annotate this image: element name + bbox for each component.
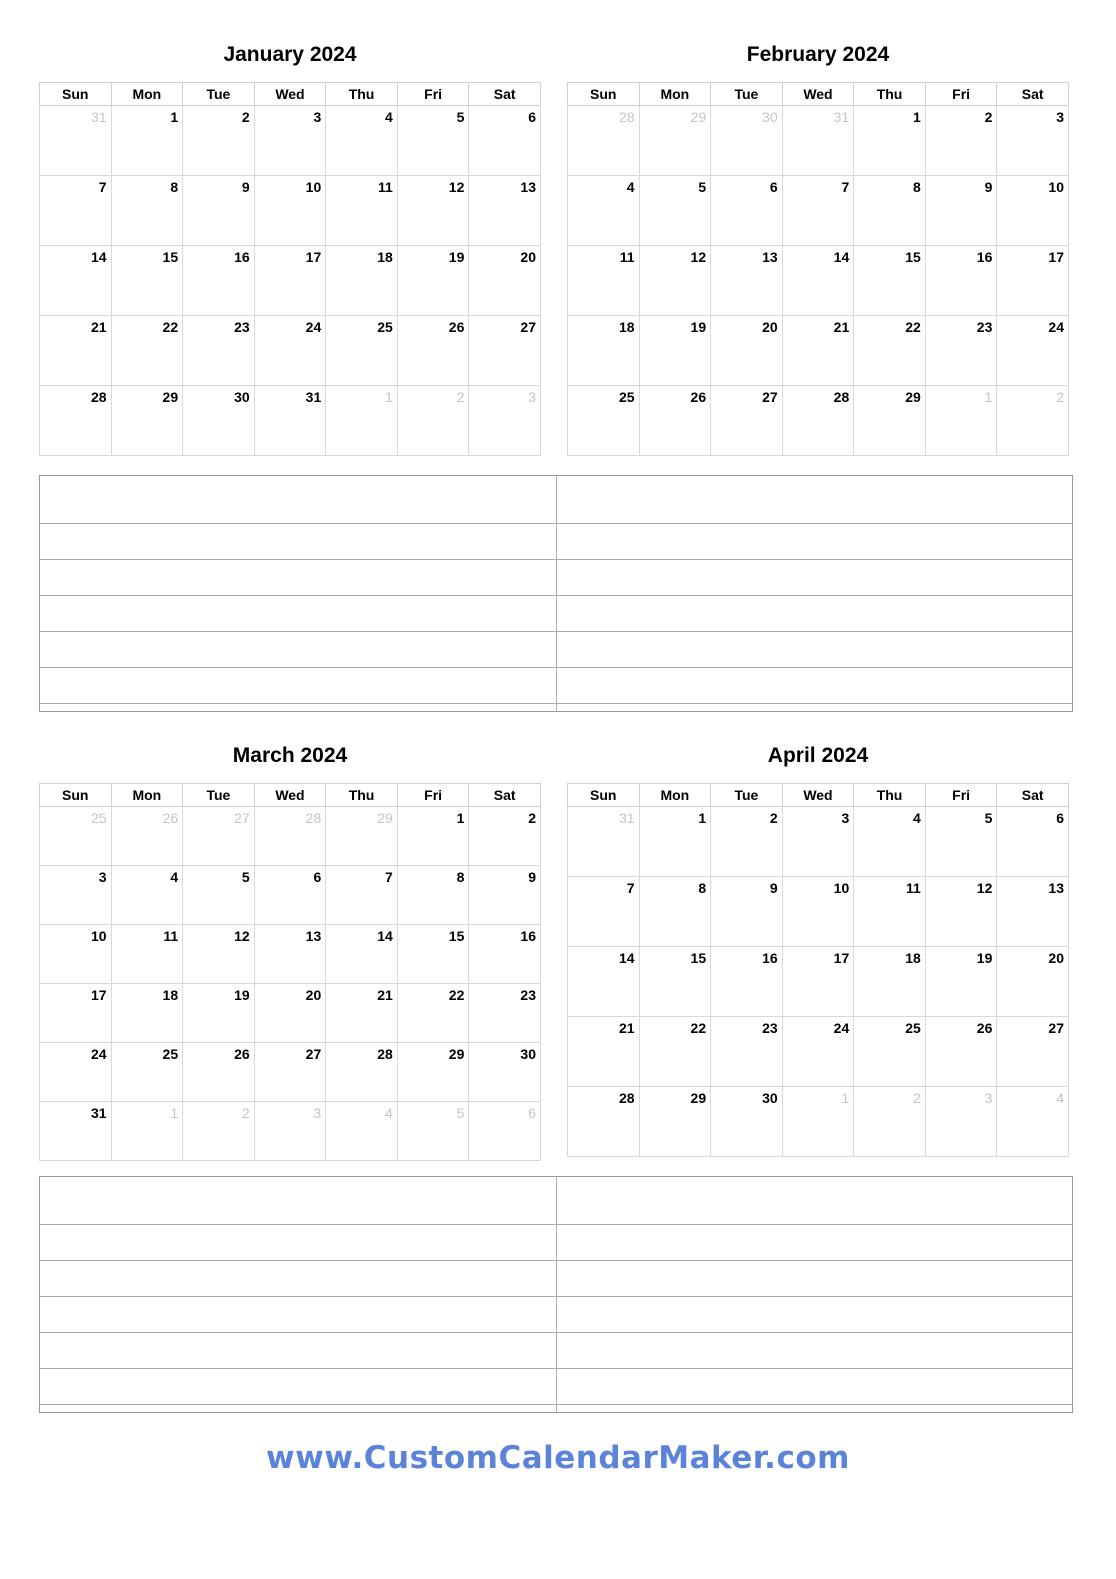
- day-cell[interactable]: 6: [997, 807, 1069, 877]
- day-cell[interactable]: 5: [183, 866, 255, 925]
- day-cell[interactable]: 13: [997, 877, 1069, 947]
- day-cell[interactable]: 19: [183, 984, 255, 1043]
- day-cell[interactable]: 3: [254, 106, 326, 176]
- day-cell[interactable]: 22: [111, 316, 183, 386]
- day-cell[interactable]: 6: [469, 106, 541, 176]
- week-row: [40, 316, 541, 386]
- day-cell-other-month[interactable]: 4: [326, 1102, 398, 1161]
- day-cell[interactable]: 2: [183, 106, 255, 176]
- weekday-header: Thu: [326, 784, 398, 807]
- day-cell[interactable]: 12: [925, 877, 997, 947]
- week-row: [568, 1087, 1069, 1157]
- week-row: [568, 246, 1069, 316]
- day-cell-other-month[interactable]: 25: [40, 807, 112, 866]
- day-cell[interactable]: 15: [854, 246, 926, 316]
- weekday-header: Mon: [639, 83, 711, 106]
- month-title: March 2024: [232, 744, 348, 767]
- day-cell[interactable]: 24: [997, 316, 1069, 386]
- day-cell-other-month[interactable]: 29: [639, 106, 711, 176]
- week-row: [40, 925, 541, 984]
- day-cell[interactable]: 25: [568, 386, 640, 456]
- day-cell-other-month[interactable]: 3: [469, 386, 541, 456]
- weekday-header: Fri: [925, 83, 997, 106]
- day-cell[interactable]: 27: [997, 1017, 1069, 1087]
- day-cell[interactable]: 24: [254, 316, 326, 386]
- month-title: February 2024: [746, 43, 890, 66]
- week-row: [568, 106, 1069, 176]
- day-cell[interactable]: 16: [711, 947, 783, 1017]
- day-cell[interactable]: 17: [782, 947, 854, 1017]
- day-cell[interactable]: 29: [397, 1043, 469, 1102]
- day-cell[interactable]: 27: [254, 1043, 326, 1102]
- day-cell[interactable]: 20: [469, 246, 541, 316]
- day-cell-other-month[interactable]: 28: [254, 807, 326, 866]
- notes-area[interactable]: [39, 1176, 1073, 1413]
- day-cell[interactable]: 1: [397, 807, 469, 866]
- day-cell[interactable]: 16: [469, 925, 541, 984]
- day-cell[interactable]: 22: [397, 984, 469, 1043]
- week-row: [40, 984, 541, 1043]
- weekday-header: Mon: [639, 784, 711, 807]
- day-cell-other-month[interactable]: 2: [397, 386, 469, 456]
- day-cell[interactable]: 16: [183, 246, 255, 316]
- calendar-grid: [39, 783, 541, 1161]
- day-cell[interactable]: 18: [326, 246, 398, 316]
- day-cell[interactable]: 10: [254, 176, 326, 246]
- day-cell[interactable]: 25: [854, 1017, 926, 1087]
- day-cell[interactable]: 10: [997, 176, 1069, 246]
- month-calendar: [39, 40, 541, 456]
- weekday-header: Fri: [925, 784, 997, 807]
- weekday-header: Thu: [326, 83, 398, 106]
- day-cell[interactable]: 1: [639, 807, 711, 877]
- day-cell[interactable]: 17: [254, 246, 326, 316]
- day-cell-other-month[interactable]: 1: [782, 1087, 854, 1157]
- day-cell[interactable]: 7: [326, 866, 398, 925]
- day-cell[interactable]: 2: [925, 106, 997, 176]
- day-cell[interactable]: 6: [711, 176, 783, 246]
- day-cell[interactable]: 22: [854, 316, 926, 386]
- day-cell[interactable]: 7: [782, 176, 854, 246]
- day-cell[interactable]: 18: [854, 947, 926, 1017]
- day-cell[interactable]: 5: [397, 106, 469, 176]
- day-cell[interactable]: 7: [40, 176, 112, 246]
- notes-divider: [556, 476, 557, 711]
- day-cell[interactable]: 2: [469, 807, 541, 866]
- day-cell[interactable]: 19: [397, 246, 469, 316]
- day-cell[interactable]: 23: [925, 316, 997, 386]
- weekday-header: Mon: [111, 784, 183, 807]
- day-cell-other-month[interactable]: 6: [469, 1102, 541, 1161]
- month-calendar: [567, 741, 1069, 1157]
- day-cell-other-month[interactable]: 29: [326, 807, 398, 866]
- weekday-header: Sat: [997, 83, 1069, 106]
- day-cell[interactable]: 27: [711, 386, 783, 456]
- day-cell-other-month[interactable]: 31: [568, 807, 640, 877]
- day-cell[interactable]: 26: [183, 1043, 255, 1102]
- day-cell[interactable]: 11: [326, 176, 398, 246]
- day-cell[interactable]: 15: [397, 925, 469, 984]
- day-cell-other-month[interactable]: 1: [925, 386, 997, 456]
- week-row: [40, 386, 541, 456]
- day-cell[interactable]: 18: [568, 316, 640, 386]
- day-cell[interactable]: 7: [568, 877, 640, 947]
- day-cell[interactable]: 2: [711, 807, 783, 877]
- day-cell-other-month[interactable]: 28: [568, 106, 640, 176]
- day-cell[interactable]: 8: [854, 176, 926, 246]
- notes-area[interactable]: [39, 475, 1073, 712]
- calendar-grid: [567, 783, 1069, 1157]
- day-cell[interactable]: 14: [326, 925, 398, 984]
- day-cell[interactable]: 14: [568, 947, 640, 1017]
- day-cell[interactable]: 12: [183, 925, 255, 984]
- day-cell[interactable]: 5: [925, 807, 997, 877]
- weekday-header: Sun: [40, 83, 112, 106]
- day-cell[interactable]: 21: [782, 316, 854, 386]
- day-cell[interactable]: 13: [254, 925, 326, 984]
- day-cell[interactable]: 9: [711, 877, 783, 947]
- day-cell[interactable]: 11: [854, 877, 926, 947]
- day-cell[interactable]: 3: [997, 106, 1069, 176]
- day-cell[interactable]: 17: [40, 984, 112, 1043]
- website-link[interactable]: www.CustomCalendarMaker.com: [266, 1440, 850, 1476]
- week-row: [40, 246, 541, 316]
- weekday-header: Thu: [854, 784, 926, 807]
- day-cell[interactable]: 15: [111, 246, 183, 316]
- weekday-header: Fri: [397, 784, 469, 807]
- weekday-header: Thu: [854, 83, 926, 106]
- day-cell[interactable]: 30: [183, 386, 255, 456]
- day-cell[interactable]: 3: [40, 866, 112, 925]
- weekday-header: Tue: [183, 83, 255, 106]
- week-row: [40, 1043, 541, 1102]
- day-cell[interactable]: 17: [997, 246, 1069, 316]
- day-cell[interactable]: 26: [925, 1017, 997, 1087]
- week-row: [40, 866, 541, 925]
- day-cell-other-month[interactable]: 1: [326, 386, 398, 456]
- weekday-header: Sun: [568, 83, 640, 106]
- week-row: [568, 947, 1069, 1017]
- day-cell[interactable]: 22: [639, 1017, 711, 1087]
- day-cell-other-month[interactable]: 1: [111, 1102, 183, 1161]
- month-calendar: [567, 40, 1069, 456]
- day-cell[interactable]: 21: [326, 984, 398, 1043]
- week-row: [568, 386, 1069, 456]
- day-cell[interactable]: 19: [925, 947, 997, 1017]
- day-cell[interactable]: 8: [111, 176, 183, 246]
- day-cell[interactable]: 1: [854, 106, 926, 176]
- day-cell[interactable]: 24: [40, 1043, 112, 1102]
- day-cell[interactable]: 29: [854, 386, 926, 456]
- week-row: [40, 176, 541, 246]
- day-cell[interactable]: 28: [568, 1087, 640, 1157]
- month-calendar: [39, 741, 541, 1161]
- day-cell[interactable]: 21: [568, 1017, 640, 1087]
- weekday-header: Fri: [397, 83, 469, 106]
- day-cell[interactable]: 23: [711, 1017, 783, 1087]
- weekday-header: Wed: [782, 83, 854, 106]
- day-cell[interactable]: 8: [639, 877, 711, 947]
- day-cell[interactable]: 12: [639, 246, 711, 316]
- day-cell[interactable]: 4: [326, 106, 398, 176]
- day-cell[interactable]: 15: [639, 947, 711, 1017]
- day-cell[interactable]: 19: [639, 316, 711, 386]
- weekday-header: Sat: [997, 784, 1069, 807]
- day-cell-other-month[interactable]: 31: [782, 106, 854, 176]
- week-row: [568, 176, 1069, 246]
- weekday-header: Tue: [711, 83, 783, 106]
- day-cell-other-month[interactable]: 30: [711, 106, 783, 176]
- calendar-grid: [39, 82, 541, 456]
- week-row: [568, 1017, 1069, 1087]
- day-cell[interactable]: 26: [397, 316, 469, 386]
- day-cell-other-month[interactable]: 2: [854, 1087, 926, 1157]
- day-cell[interactable]: 27: [469, 316, 541, 386]
- day-cell[interactable]: 23: [469, 984, 541, 1043]
- day-cell[interactable]: 31: [40, 1102, 112, 1161]
- month-title: January 2024: [223, 43, 357, 66]
- day-cell[interactable]: 5: [639, 176, 711, 246]
- month-title: April 2024: [767, 744, 869, 767]
- notes-divider: [556, 1177, 557, 1412]
- day-cell[interactable]: 25: [326, 316, 398, 386]
- day-cell-other-month[interactable]: 27: [183, 807, 255, 866]
- day-cell-other-month[interactable]: 2: [183, 1102, 255, 1161]
- day-cell[interactable]: 30: [469, 1043, 541, 1102]
- weekday-header: Tue: [711, 784, 783, 807]
- weekday-header: Sun: [40, 784, 112, 807]
- day-cell[interactable]: 29: [639, 1087, 711, 1157]
- week-row: [40, 106, 541, 176]
- weekday-header: Wed: [254, 83, 326, 106]
- day-cell[interactable]: 28: [782, 386, 854, 456]
- weekday-header: Mon: [111, 83, 183, 106]
- week-row: [568, 877, 1069, 947]
- day-cell-other-month[interactable]: 31: [40, 106, 112, 176]
- week-row: [40, 1102, 541, 1161]
- day-cell[interactable]: 4: [568, 176, 640, 246]
- day-cell-other-month[interactable]: 3: [925, 1087, 997, 1157]
- day-cell[interactable]: 4: [854, 807, 926, 877]
- day-cell-other-month[interactable]: 3: [254, 1102, 326, 1161]
- day-cell[interactable]: 12: [397, 176, 469, 246]
- day-cell[interactable]: 14: [782, 246, 854, 316]
- week-row: [40, 807, 541, 866]
- day-cell-other-month[interactable]: 26: [111, 807, 183, 866]
- day-cell[interactable]: 13: [711, 246, 783, 316]
- day-cell-other-month[interactable]: 2: [997, 386, 1069, 456]
- weekday-header: Wed: [254, 784, 326, 807]
- weekday-header: Sat: [469, 83, 541, 106]
- day-cell[interactable]: 24: [782, 1017, 854, 1087]
- day-cell[interactable]: 20: [711, 316, 783, 386]
- day-cell[interactable]: 25: [111, 1043, 183, 1102]
- weekday-header: Sun: [568, 784, 640, 807]
- day-cell[interactable]: 28: [326, 1043, 398, 1102]
- day-cell[interactable]: 3: [782, 807, 854, 877]
- weekday-header: Tue: [183, 784, 255, 807]
- day-cell[interactable]: 4: [111, 866, 183, 925]
- day-cell[interactable]: 9: [925, 176, 997, 246]
- day-cell[interactable]: 11: [568, 246, 640, 316]
- day-cell[interactable]: 10: [782, 877, 854, 947]
- day-cell[interactable]: 13: [469, 176, 541, 246]
- day-cell[interactable]: 31: [254, 386, 326, 456]
- day-cell[interactable]: 14: [40, 246, 112, 316]
- day-cell[interactable]: 23: [183, 316, 255, 386]
- week-row: [568, 316, 1069, 386]
- day-cell[interactable]: 30: [711, 1087, 783, 1157]
- weekday-header: Wed: [782, 784, 854, 807]
- day-cell[interactable]: 11: [111, 925, 183, 984]
- weekday-header: Sat: [469, 784, 541, 807]
- day-cell[interactable]: 9: [469, 866, 541, 925]
- day-cell[interactable]: 20: [254, 984, 326, 1043]
- day-cell[interactable]: 16: [925, 246, 997, 316]
- day-cell[interactable]: 8: [397, 866, 469, 925]
- day-cell-other-month[interactable]: 5: [397, 1102, 469, 1161]
- day-cell[interactable]: 6: [254, 866, 326, 925]
- day-cell[interactable]: 20: [997, 947, 1069, 1017]
- day-cell[interactable]: 21: [40, 316, 112, 386]
- day-cell[interactable]: 18: [111, 984, 183, 1043]
- day-cell[interactable]: 9: [183, 176, 255, 246]
- day-cell[interactable]: 29: [111, 386, 183, 456]
- day-cell[interactable]: 28: [40, 386, 112, 456]
- day-cell[interactable]: 1: [111, 106, 183, 176]
- day-cell-other-month[interactable]: 4: [997, 1087, 1069, 1157]
- calendar-grid: [567, 82, 1069, 456]
- week-row: [568, 807, 1069, 877]
- day-cell[interactable]: 26: [639, 386, 711, 456]
- day-cell[interactable]: 10: [40, 925, 112, 984]
